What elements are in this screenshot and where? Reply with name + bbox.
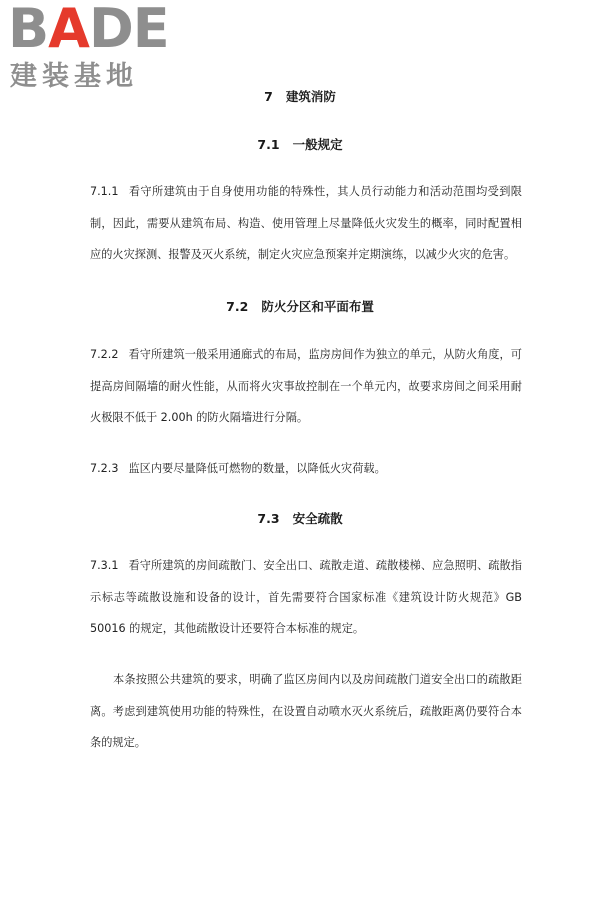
clause-7-2-2 bbox=[90, 339, 522, 434]
explanation-paragraph: 本条按照公共建筑的要求，明确了监区房间内以及房间疏散门道安全出口的疏散距离。考虑到建筑使用功能的特殊性，在设置自动喷水灭火系统后，疏散距离仍要符合本条的规定。 bbox=[90, 673, 522, 749]
section-heading-7-3: 7.3 安全疏散 bbox=[257, 511, 343, 526]
clause-text: 监区内要尽量降低可燃物的数量，以降低火灾荷载。 bbox=[128, 462, 386, 475]
logo-subtitle: 建装基地 bbox=[10, 61, 138, 92]
clause-7-3-1 bbox=[90, 550, 522, 645]
clause-text: 看守所建筑一般采用通廊式的布局，监房房间作为独立的单元，从防火角度，可提高房间隔墙的耐火性能，从而将火灾事故控制在一个单元内，故要求房间之间采用耐火极限不低于 2.00h 的防火隔墙进行分隔。 bbox=[90, 348, 522, 424]
clause-number: 7.2.2 bbox=[90, 348, 119, 361]
clause-7-1-1 bbox=[90, 176, 522, 271]
clause-text: 看守所建筑由于自身使用功能的特殊性，其人员行动能力和活动范围均受到限制，因此，需要从建筑布局、构造、使用管理上尽量降低火灾发生的概率，同时配置相应的火灾探测、报警及灭火系统，制定火灾应急预案并定期演练，以减少火灾的危害。 bbox=[90, 185, 522, 261]
brand-logo bbox=[8, 2, 178, 94]
clause-7-2-3 bbox=[90, 453, 522, 485]
chapter-heading: 7 建筑消防 bbox=[264, 89, 336, 104]
clause-number: 7.3.1 bbox=[90, 559, 119, 572]
section-heading-7-1: 7.1 一般规定 bbox=[257, 137, 343, 152]
logo-wordmark: BADE bbox=[8, 0, 169, 60]
clause-number: 7.1.1 bbox=[90, 185, 119, 198]
clause-text: 看守所建筑的房间疏散门、安全出口、疏散走道、疏散楼梯、应急照明、疏散指示标志等疏散设施和设备的设计，首先需要符合国家标准《建筑设计防火规范》GB 50016 的规定，其他疏散设计还要符合本标准的规定。 bbox=[90, 559, 522, 635]
clause-number: 7.2.3 bbox=[90, 462, 119, 475]
section-heading-7-2: 7.2 防火分区和平面布置 bbox=[226, 299, 374, 314]
